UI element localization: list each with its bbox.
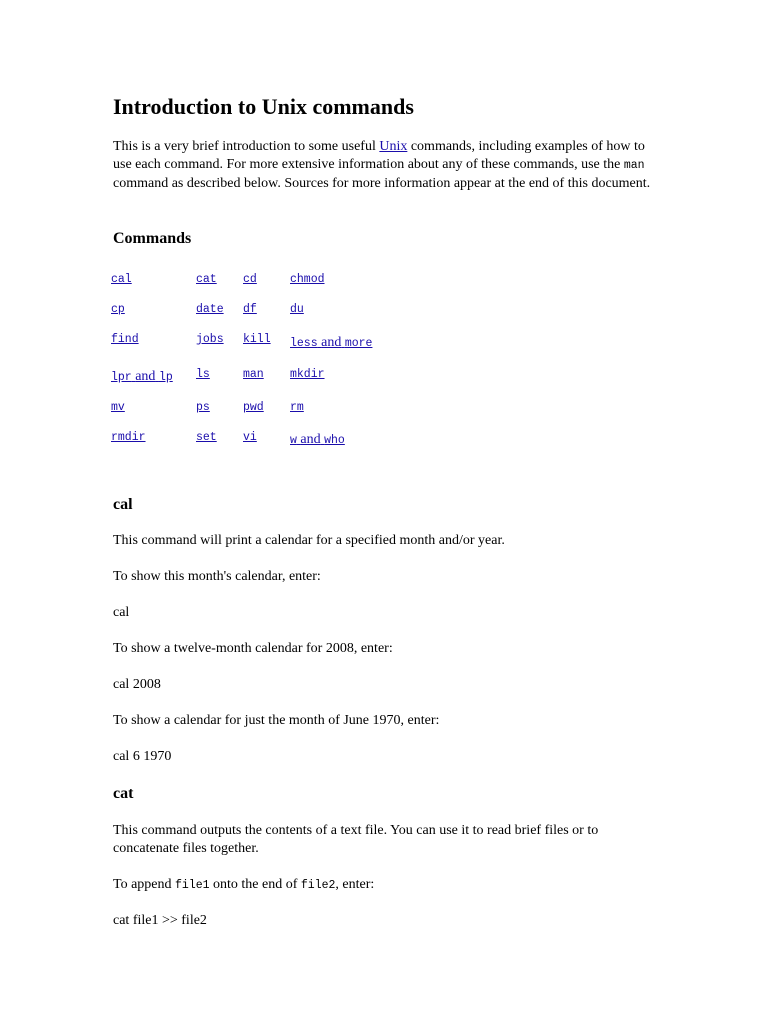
cmd-link-set[interactable]: set — [196, 431, 217, 444]
cmd-link-date[interactable]: date — [196, 303, 224, 316]
page-title: Introduction to Unix commands — [113, 94, 414, 119]
cmd-link-rmdir[interactable]: rmdir — [111, 431, 146, 444]
cmd-link-kill[interactable]: kill — [243, 333, 271, 346]
intro-text-2: commands, including examples of how to use each command. For more extensive information about any of these commands, use the — [113, 139, 645, 172]
cal-example-2-text: To show a twelve-month calendar for 2008, enter: — [113, 641, 393, 656]
cmd-link-pwd[interactable]: pwd — [243, 401, 264, 414]
cmd-link-df[interactable]: df — [243, 303, 257, 316]
more-code: more — [344, 337, 373, 350]
cat-description: This command outputs the contents of a text file. You can use it to read brief files or to concatenate files together. — [113, 823, 599, 856]
cat-example-1-command: cat file1 >> file2 — [113, 913, 207, 928]
and-text: and — [321, 335, 342, 350]
commands-heading: Commands — [113, 230, 192, 247]
and-text: and — [135, 369, 156, 384]
cmd-link-mv[interactable]: mv — [111, 401, 125, 414]
less-code: less — [290, 337, 318, 350]
file1-code: file1 — [175, 879, 210, 892]
cmd-link-find[interactable]: find — [111, 333, 139, 346]
cmd-link-w-and-who[interactable] — [290, 432, 345, 448]
cmd-link-cd[interactable]: cd — [243, 273, 257, 286]
cat-ex1-pre: To append — [113, 877, 176, 892]
cat-example-1-text — [113, 876, 374, 895]
file2-code: file2 — [300, 879, 336, 892]
who-code: who — [324, 434, 345, 447]
cal-example-1-text: To show this month's calendar, enter: — [113, 569, 321, 584]
cmd-link-ls[interactable]: ls — [196, 368, 210, 381]
cmd-link-ps[interactable]: ps — [196, 401, 210, 414]
cat-ex1-mid: onto the end of — [209, 877, 301, 892]
cmd-link-vi[interactable]: vi — [243, 431, 257, 444]
cal-description: This command will print a calendar for a specified month and/or year. — [113, 533, 505, 548]
intro-text-3: command as described below. Sources for more information appear at the end of this document. — [113, 176, 651, 191]
cmd-link-rm[interactable]: rm — [290, 401, 304, 414]
cmd-link-cat[interactable]: cat — [196, 273, 217, 286]
man-code: man — [623, 159, 645, 172]
unix-link[interactable]: Unix — [379, 139, 408, 154]
and-text: and — [300, 432, 321, 447]
cal-example-3-text: To show a calendar for just the month of June 1970, enter: — [113, 713, 440, 728]
cmd-link-cal[interactable]: cal — [111, 273, 132, 286]
cmd-link-mkdir[interactable]: mkdir — [290, 368, 325, 381]
cmd-link-chmod[interactable]: chmod — [290, 273, 325, 286]
intro-paragraph — [113, 138, 653, 193]
w-code: w — [290, 434, 297, 447]
intro-text-1: This is a very brief introduction to some useful — [113, 139, 380, 154]
cmd-link-jobs[interactable]: jobs — [196, 333, 224, 346]
cat-heading: cat — [113, 785, 134, 802]
cmd-link-man[interactable]: man — [243, 368, 264, 381]
cal-heading: cal — [113, 496, 133, 513]
cal-example-3-command: cal 6 1970 — [113, 749, 172, 764]
cal-example-2-command: cal 2008 — [113, 677, 161, 692]
lp-code: lp — [158, 371, 173, 384]
cmd-link-du[interactable]: du — [290, 303, 304, 316]
cmd-link-less-and-more[interactable] — [290, 335, 372, 351]
cal-example-1-command: cal — [113, 605, 130, 620]
cmd-link-lpr-and-lp[interactable] — [111, 369, 173, 385]
cat-ex1-post: , enter: — [335, 877, 375, 892]
lpr-code: lpr — [111, 371, 132, 384]
cmd-link-cp[interactable]: cp — [111, 303, 125, 316]
